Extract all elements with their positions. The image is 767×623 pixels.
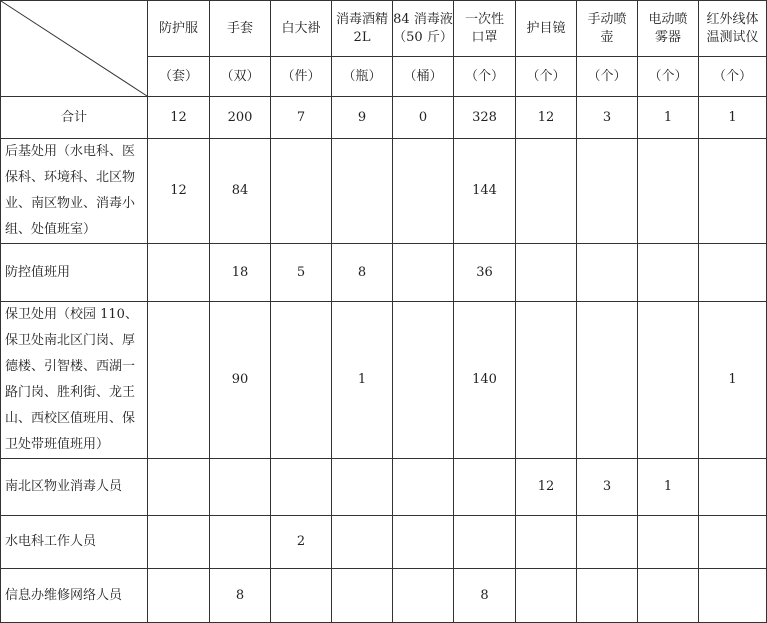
table-cell — [393, 459, 454, 516]
table-cell — [699, 459, 767, 516]
table-cell — [393, 569, 454, 623]
table-cell: 1 — [699, 97, 767, 139]
table-cell — [393, 244, 454, 302]
table-cell: 8 — [454, 569, 516, 623]
table-cell — [332, 569, 393, 623]
table-cell — [210, 459, 271, 516]
table-cell: 84 — [210, 139, 271, 244]
column-header-unit: （套） — [148, 57, 210, 97]
table-cell: 18 — [210, 244, 271, 302]
table-cell: 5 — [271, 244, 332, 302]
table-cell — [271, 569, 332, 623]
column-header-name: 防护服 — [148, 1, 210, 57]
table-cell: 12 — [148, 97, 210, 139]
table-cell — [638, 516, 699, 569]
table-cell — [271, 459, 332, 516]
table-cell — [393, 516, 454, 569]
column-header-unit: （个） — [454, 57, 516, 97]
column-header-unit: （个） — [699, 57, 767, 97]
column-header-name: 护目镜 — [516, 1, 577, 57]
table-cell — [516, 139, 577, 244]
table-cell — [393, 302, 454, 459]
column-header-name: 手套 — [210, 1, 271, 57]
table-cell: 3 — [577, 459, 638, 516]
table-cell — [577, 244, 638, 302]
column-header-unit: （桶） — [393, 57, 454, 97]
column-header-name: 白大褂 — [271, 1, 332, 57]
table-cell: 9 — [332, 97, 393, 139]
table-cell: 36 — [454, 244, 516, 302]
table-cell — [148, 569, 210, 623]
row-label: 防控值班用 — [1, 244, 148, 302]
table-cell — [148, 459, 210, 516]
table-cell — [638, 244, 699, 302]
table-cell — [454, 459, 516, 516]
table-row — [1, 569, 767, 623]
column-header-name: 消毒酒精 2L — [332, 1, 393, 57]
table-cell — [210, 516, 271, 569]
column-header-unit: （个） — [516, 57, 577, 97]
table-cell: 12 — [148, 139, 210, 244]
table-cell: 200 — [210, 97, 271, 139]
column-header-name: 手动喷 壶 — [577, 1, 638, 57]
table-cell — [332, 516, 393, 569]
column-header-name: 84 消毒液 （50 斤） — [393, 1, 454, 57]
table-cell: 1 — [638, 97, 699, 139]
column-header-unit: （个） — [638, 57, 699, 97]
table-cell — [148, 244, 210, 302]
row-label: 水电科工作人员 — [1, 516, 148, 569]
table-cell — [148, 516, 210, 569]
table-row — [1, 139, 767, 244]
table-cell — [577, 139, 638, 244]
table-cell: 140 — [454, 302, 516, 459]
column-header-name: 一次性 口罩 — [454, 1, 516, 57]
table-cell: 1 — [699, 302, 767, 459]
table-cell: 144 — [454, 139, 516, 244]
row-label: 南北区物业消毒人员 — [1, 459, 148, 516]
table-cell — [393, 139, 454, 244]
column-header-unit: （件） — [271, 57, 332, 97]
table-cell: 90 — [210, 302, 271, 459]
row-label: 保卫处用（校园 110、保卫处南北区门岗、厚德楼、引智楼、西湖一路门岗、胜利街、龙王山、西校区值班用、保卫处带班值班用） — [1, 302, 148, 459]
table-row — [1, 302, 767, 459]
table-cell — [577, 302, 638, 459]
table-cell: 0 — [393, 97, 454, 139]
column-header-name: 红外线体 温测试仪 — [699, 1, 767, 57]
table-cell: 3 — [577, 97, 638, 139]
row-label: 合计 — [1, 97, 148, 139]
table-cell: 12 — [516, 97, 577, 139]
table-cell: 7 — [271, 97, 332, 139]
table-cell — [516, 244, 577, 302]
table-cell — [699, 516, 767, 569]
table-cell — [332, 139, 393, 244]
table-cell — [577, 516, 638, 569]
table-cell: 2 — [271, 516, 332, 569]
table-cell — [332, 459, 393, 516]
table-cell: 8 — [332, 244, 393, 302]
table-cell: 1 — [332, 302, 393, 459]
table-row — [1, 244, 767, 302]
table-cell — [454, 516, 516, 569]
column-header-name: 电动喷 雾器 — [638, 1, 699, 57]
table-cell — [516, 569, 577, 623]
table-cell — [699, 569, 767, 623]
table-cell: 328 — [454, 97, 516, 139]
table-cell — [271, 302, 332, 459]
table-cell: 12 — [516, 459, 577, 516]
column-header-unit: （个） — [577, 57, 638, 97]
row-label: 信息办维修网络人员 — [1, 569, 148, 623]
table-row — [1, 459, 767, 516]
table-row — [1, 516, 767, 569]
table-cell — [516, 516, 577, 569]
table-cell: 8 — [210, 569, 271, 623]
table-row — [1, 97, 767, 139]
column-header-unit: （瓶） — [332, 57, 393, 97]
table-cell — [638, 139, 699, 244]
column-header-unit: （双） — [210, 57, 271, 97]
table-cell — [699, 139, 767, 244]
table-cell — [148, 302, 210, 459]
table-cell — [577, 569, 638, 623]
table-cell — [516, 302, 577, 459]
table-cell: 1 — [638, 459, 699, 516]
row-label: 后基处用（水电科、医保科、环境科、北区物业、南区物业、消毒小组、处值班室） — [1, 139, 148, 244]
corner-diagonal-cell — [1, 1, 148, 97]
table-cell — [638, 302, 699, 459]
diagonal-line — [1, 1, 147, 96]
table-cell — [638, 569, 699, 623]
table-cell — [699, 244, 767, 302]
table-cell — [271, 139, 332, 244]
